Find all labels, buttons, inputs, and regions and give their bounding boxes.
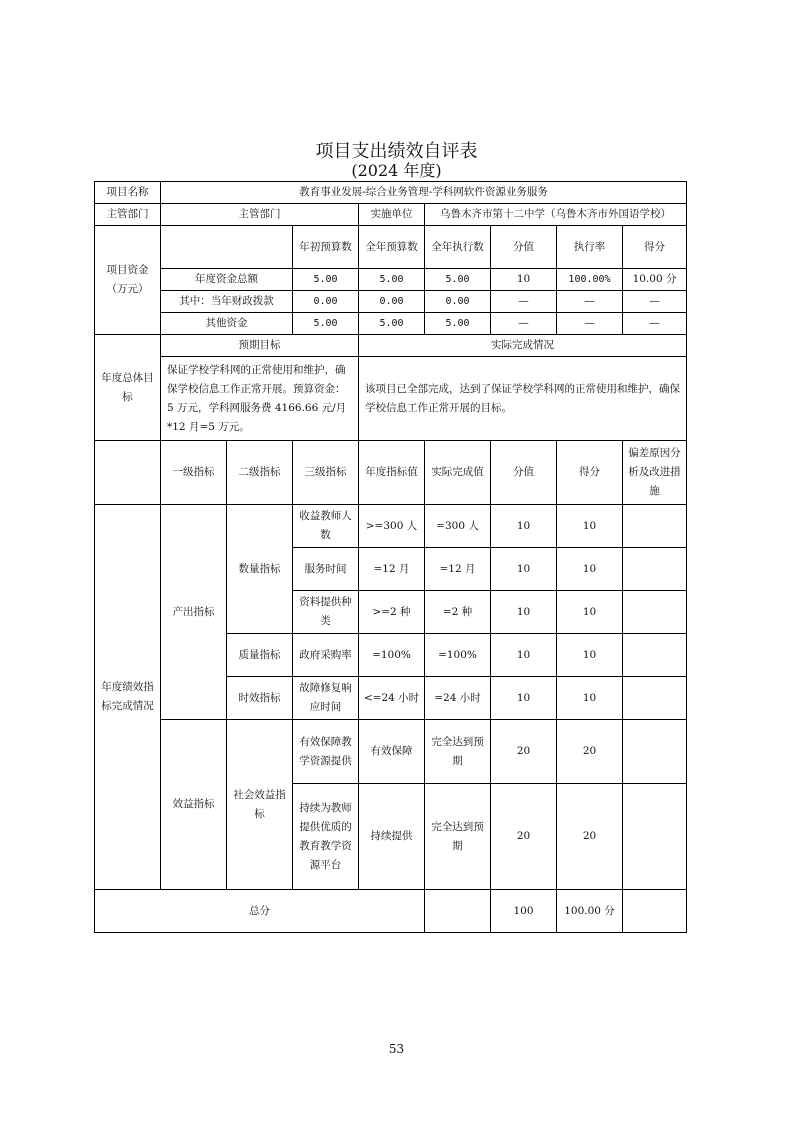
indicator-got: 10 (557, 591, 623, 634)
indicator-target: =12 月 (359, 548, 425, 591)
indicator-header: 实际完成值 (425, 441, 491, 505)
social-indicator-label: 社会效益指标 (227, 720, 293, 890)
funds-cell: — (623, 313, 687, 335)
indicator-header-row (95, 441, 687, 505)
indicator-actual: =300 人 (425, 505, 491, 548)
funds-cell: — (557, 291, 623, 313)
actual-goal-text: 该项目已全部完成，达到了保证学校学科网的正常使用和维护，确保学校信息工作正常开展的目标。 (359, 357, 687, 441)
indicator-score: 10 (491, 548, 557, 591)
funds-cell: 5.00 (293, 313, 359, 335)
quality-indicator-label: 质量指标 (227, 634, 293, 677)
indicator-actual: 完全达到预期 (425, 720, 491, 784)
total-note (623, 890, 687, 933)
indicator-actual: =100% (425, 634, 491, 677)
indicator-target: >=300 人 (359, 505, 425, 548)
funds-row (95, 291, 687, 313)
funds-cell: — (623, 291, 687, 313)
page-title: 项目支出绩效自评表 (315, 141, 478, 162)
indicator-actual: 完全达到预期 (425, 784, 491, 890)
indicator-actual: =2 种 (425, 591, 491, 634)
indicator-target: <=24 小时 (359, 677, 425, 720)
indicator-row (95, 720, 687, 784)
dept-value: 主管部门 (161, 204, 359, 226)
funds-header: 执行率 (557, 226, 623, 269)
indicator-name: 资料提供种类 (293, 591, 359, 634)
indicator-name: 故障修复响应时间 (293, 677, 359, 720)
total-score: 100 (491, 890, 557, 933)
unit-value: 乌鲁木齐市第十二中学（乌鲁木齐市外国语学校） (425, 204, 687, 226)
indicator-name: 有效保障教学资源提供 (293, 720, 359, 784)
indicator-score: 20 (491, 784, 557, 890)
funds-header-row (95, 226, 687, 269)
indicator-header: 分值 (491, 441, 557, 505)
indicator-score: 20 (491, 720, 557, 784)
actual-goal-header: 实际完成情况 (359, 335, 687, 357)
dept-label: 主管部门 (95, 204, 161, 226)
funds-row (95, 269, 687, 291)
indicator-header: 二级指标 (227, 441, 293, 505)
indicator-got: 20 (557, 784, 623, 890)
indicator-score: 10 (491, 505, 557, 548)
indicator-name: 收益教师人数 (293, 505, 359, 548)
funds-row-label: 其中：当年财政拨款 (161, 291, 293, 313)
total-got: 100.00 分 (557, 890, 623, 933)
indicator-score: 10 (491, 677, 557, 720)
funds-cell: 0.00 (359, 291, 425, 313)
funds-cell: 0.00 (293, 291, 359, 313)
indicator-target: 有效保障 (359, 720, 425, 784)
indicators-section-label: 年度绩效指标完成情况 (95, 505, 161, 890)
page-subtitle: (2024 年度) (351, 161, 442, 180)
funds-cell: 5.00 (293, 269, 359, 291)
indicator-header: 一级指标 (161, 441, 227, 505)
funds-row-label: 年度资金总额 (161, 269, 293, 291)
funds-cell: 5.00 (425, 313, 491, 335)
timeliness-indicator-label: 时效指标 (227, 677, 293, 720)
indicator-name: 服务时间 (293, 548, 359, 591)
indicator-got: 10 (557, 634, 623, 677)
expected-goal-text: 保证学校学科网的正常使用和维护，确保学校信息工作正常开展。预算资金：5 万元，学科网服务费 4166.66 元/月*12 月=5 万元。 (161, 357, 359, 441)
total-label: 总分 (95, 890, 425, 933)
indicator-row (95, 505, 687, 548)
funds-cell: — (557, 313, 623, 335)
indicator-target: 持续提供 (359, 784, 425, 890)
goals-text-row (95, 357, 687, 441)
project-name-value: 教育事业发展-综合业务管理-学科网软件资源业务服务 (161, 182, 687, 204)
indicator-got: 20 (557, 720, 623, 784)
indicator-name: 政府采购率 (293, 634, 359, 677)
total-empty (425, 890, 491, 933)
project-name-label: 项目名称 (95, 182, 161, 204)
funds-row-label: 其他资金 (161, 313, 293, 335)
funds-header: 全年预算数 (359, 226, 425, 269)
funds-label: 项目资金 （万元） (95, 226, 161, 335)
indicator-header: 三级指标 (293, 441, 359, 505)
indicator-note (623, 720, 687, 784)
indicator-note (623, 505, 687, 548)
expected-goal-header: 预期目标 (161, 335, 359, 357)
indicator-header: 偏差原因分析及改进措施 (623, 441, 687, 505)
indicator-target: >=2 种 (359, 591, 425, 634)
indicator-note (623, 591, 687, 634)
indicator-got: 10 (557, 548, 623, 591)
indicator-name: 持续为教师提供优质的教育教学资源平台 (293, 784, 359, 890)
page-number: 53 (388, 1042, 405, 1056)
indicator-blank-header (95, 441, 161, 505)
funds-cell: 100.00% (557, 269, 623, 291)
funds-header: 全年执行数 (425, 226, 491, 269)
project-name-row (95, 182, 687, 204)
effect-indicator-label: 效益指标 (161, 720, 227, 890)
indicator-score: 10 (491, 591, 557, 634)
funds-header: 得分 (623, 226, 687, 269)
indicator-note (623, 677, 687, 720)
indicator-score: 10 (491, 634, 557, 677)
goals-header-row (95, 335, 687, 357)
funds-blank-header (161, 226, 293, 269)
indicator-got: 10 (557, 505, 623, 548)
funds-header: 分值 (491, 226, 557, 269)
indicator-got: 10 (557, 677, 623, 720)
funds-cell: 10.00 分 (623, 269, 687, 291)
indicator-actual: =24 小时 (425, 677, 491, 720)
indicator-target: =100% (359, 634, 425, 677)
indicator-note (623, 784, 687, 890)
indicator-note (623, 548, 687, 591)
goals-label: 年度总体目标 (95, 335, 161, 441)
funds-cell: 5.00 (359, 269, 425, 291)
funds-row (95, 313, 687, 335)
output-indicator-label: 产出指标 (161, 505, 227, 720)
performance-table (94, 181, 687, 933)
funds-cell: 5.00 (359, 313, 425, 335)
funds-cell: 0.00 (425, 291, 491, 313)
quantity-indicator-label: 数量指标 (227, 505, 293, 634)
indicator-header: 年度指标值 (359, 441, 425, 505)
indicator-note (623, 634, 687, 677)
funds-header: 年初预算数 (293, 226, 359, 269)
unit-label: 实施单位 (359, 204, 425, 226)
total-row (95, 890, 687, 933)
funds-cell: — (491, 313, 557, 335)
indicator-actual: =12 月 (425, 548, 491, 591)
indicator-header: 得分 (557, 441, 623, 505)
dept-row (95, 204, 687, 226)
funds-cell: 5.00 (425, 269, 491, 291)
funds-cell: 10 (491, 269, 557, 291)
funds-cell: — (491, 291, 557, 313)
